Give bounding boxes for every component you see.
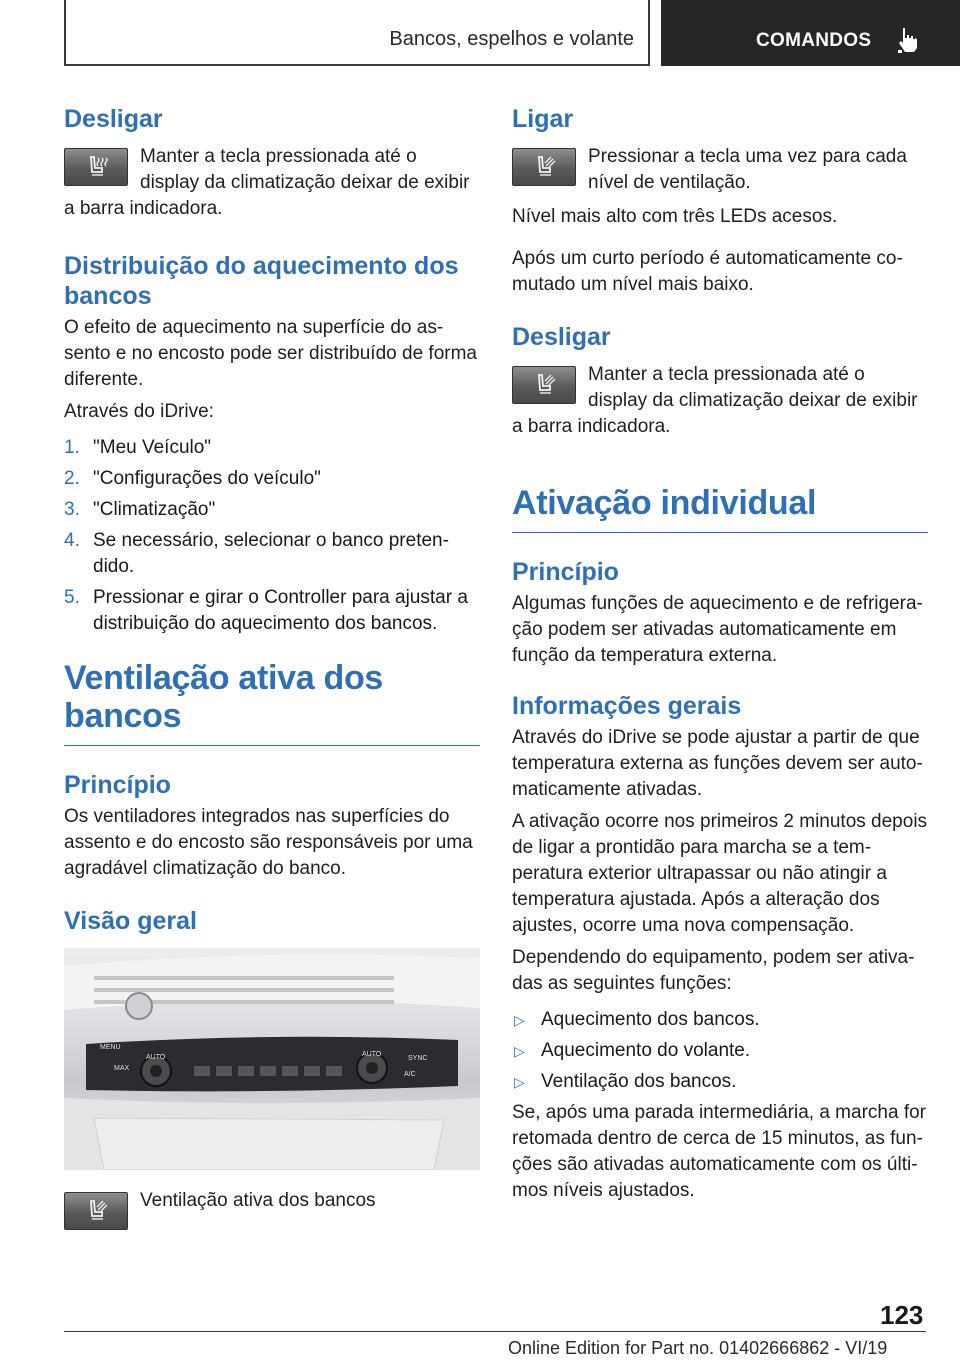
- desligar-block: [64, 144, 480, 222]
- principio-text: Os ventiladores integrados nas superfícies do assento e do encosto são responsáveis por uma agradável climatização do banco.: [64, 806, 473, 879]
- heading-visao-geral: Visão geral: [64, 907, 197, 935]
- climate-panel-illustration: [64, 948, 480, 1170]
- list-item: 5. Pressionar e girar o Controller para ajustar a distribuição do aquecimento dos bancos.: [64, 587, 468, 634]
- functions-list: [512, 1007, 928, 1095]
- header-section-box: [64, 0, 650, 66]
- caption-block: [64, 1188, 480, 1214]
- seat-ventilation-button: [512, 148, 576, 186]
- seat-ventilation-icon: [533, 372, 557, 398]
- heading-principio: Princípio: [64, 771, 171, 799]
- photo-label-menu: MENU: [100, 1044, 121, 1051]
- info-text-2: A ativação ocorre nos primeiros 2 minutos depois de ligar a prontidão para marcha se a temperatura exterior ultrapassar ou não atingir a temperatura ajustada. Após a alteração dos ajustes, ocorre uma nova compensação.: [512, 811, 928, 936]
- principio-right-text: Algumas funções de aquecimento e de refrigeração podem ser ativadas automaticamente em função da temperatura externa.: [512, 593, 923, 666]
- list-item: 3. "Climatização": [64, 499, 216, 520]
- footer-edition: Online Edition for Part no. 01402666862 - VI/19: [508, 1338, 888, 1358]
- list-item: ▷ Aquecimento do volante.: [512, 1038, 928, 1064]
- seat-ventilation-button: [512, 366, 576, 404]
- triangle-bullet-icon: ▷: [514, 1074, 525, 1090]
- hand-pointer-icon: [893, 24, 923, 54]
- climate-panel-photo: [64, 948, 480, 1170]
- heading-informacoes: Informações gerais: [512, 692, 742, 720]
- heading-distribuicao: Distribuição do aquecimento dos bancos: [64, 252, 459, 310]
- heading-ativacao: Ativação individual: [512, 484, 817, 522]
- header-section-title: Bancos, espelhos e volante: [389, 28, 634, 50]
- ligar-text-2: Nível mais alto com três LEDs acesos.: [512, 206, 838, 227]
- info-text-4: Se, após uma parada intermediária, a marcha for retomada dentro de cerca de 15 minutos, as funções são ativadas automaticamente com os últimos níveis ajustados.: [512, 1102, 926, 1201]
- list-item: ▷ Aquecimento dos bancos.: [512, 1007, 928, 1033]
- list-item: 2. "Configurações do veículo": [64, 468, 321, 489]
- header-chapter-title: COMANDOS: [756, 30, 872, 51]
- heading-desligar-right: Desligar: [512, 323, 611, 351]
- info-text-3: Dependendo do equipamento, podem ser ativadas as seguintes funções:: [512, 947, 915, 994]
- photo-caption: Ventilação ativa dos bancos: [140, 1190, 376, 1211]
- distribuicao-text: O efeito de aquecimento na superfície do assento e no encosto pode ser distribuído de forma diferente.: [64, 317, 477, 390]
- list-item: 1. "Meu Veículo": [64, 437, 212, 458]
- photo-label-max: MAX: [114, 1065, 130, 1072]
- left-column: [64, 104, 480, 1234]
- list-item: 4. Se necessário, selecionar o banco pretendido.: [64, 530, 449, 577]
- header-chapter-box: [661, 0, 960, 66]
- idrive-text: Através do iDrive:: [64, 401, 214, 422]
- seat-heating-button: [64, 148, 128, 186]
- seat-heating-icon: [85, 154, 109, 180]
- right-column: [512, 104, 928, 1204]
- photo-label-sync: SYNC: [408, 1055, 428, 1062]
- photo-label-auto-right: AUTO: [362, 1051, 382, 1058]
- heading-ligar: Ligar: [512, 105, 574, 133]
- list-item: ▷ Ventilação dos bancos.: [512, 1069, 928, 1095]
- page-number: 123: [880, 1300, 924, 1330]
- heading-rule: [512, 532, 928, 533]
- heading-desligar: Desligar: [64, 105, 163, 133]
- desligar-text: Manter a tecla pressionada até o display da climatização deixar de exibir a barra indicadora.: [64, 146, 470, 219]
- heading-principio-right: Princípio: [512, 558, 619, 586]
- triangle-bullet-icon: ▷: [514, 1043, 525, 1059]
- ligar-text: Pressionar a tecla uma vez para cada nível de ventilação.: [588, 146, 907, 193]
- photo-label-auto-left: AUTO: [146, 1054, 166, 1061]
- info-text-1: Através do iDrive se pode ajustar a partir de que temperatura externa as funções devem ser automaticamente ativadas.: [512, 727, 923, 800]
- desligar-right-block: [512, 362, 928, 440]
- ligar-block: [512, 144, 928, 196]
- photo-label-ac: A/C: [404, 1071, 416, 1078]
- seat-ventilation-button: [64, 1192, 128, 1230]
- steps-list: [64, 435, 480, 637]
- desligar-right-text: Manter a tecla pressionada até o display da climatização deixar de exibir a barra indicadora.: [512, 364, 918, 437]
- seat-ventilation-icon: [533, 154, 557, 180]
- seat-ventilation-icon: [85, 1198, 109, 1224]
- triangle-bullet-icon: ▷: [514, 1012, 525, 1028]
- ligar-text-3: Após um curto período é automaticamente comutado um nível mais baixo.: [512, 248, 903, 295]
- footer-rule: [64, 1331, 926, 1332]
- heading-rule: [64, 745, 480, 746]
- heading-ventilacao: Ventilação ativa dos bancos: [64, 659, 384, 735]
